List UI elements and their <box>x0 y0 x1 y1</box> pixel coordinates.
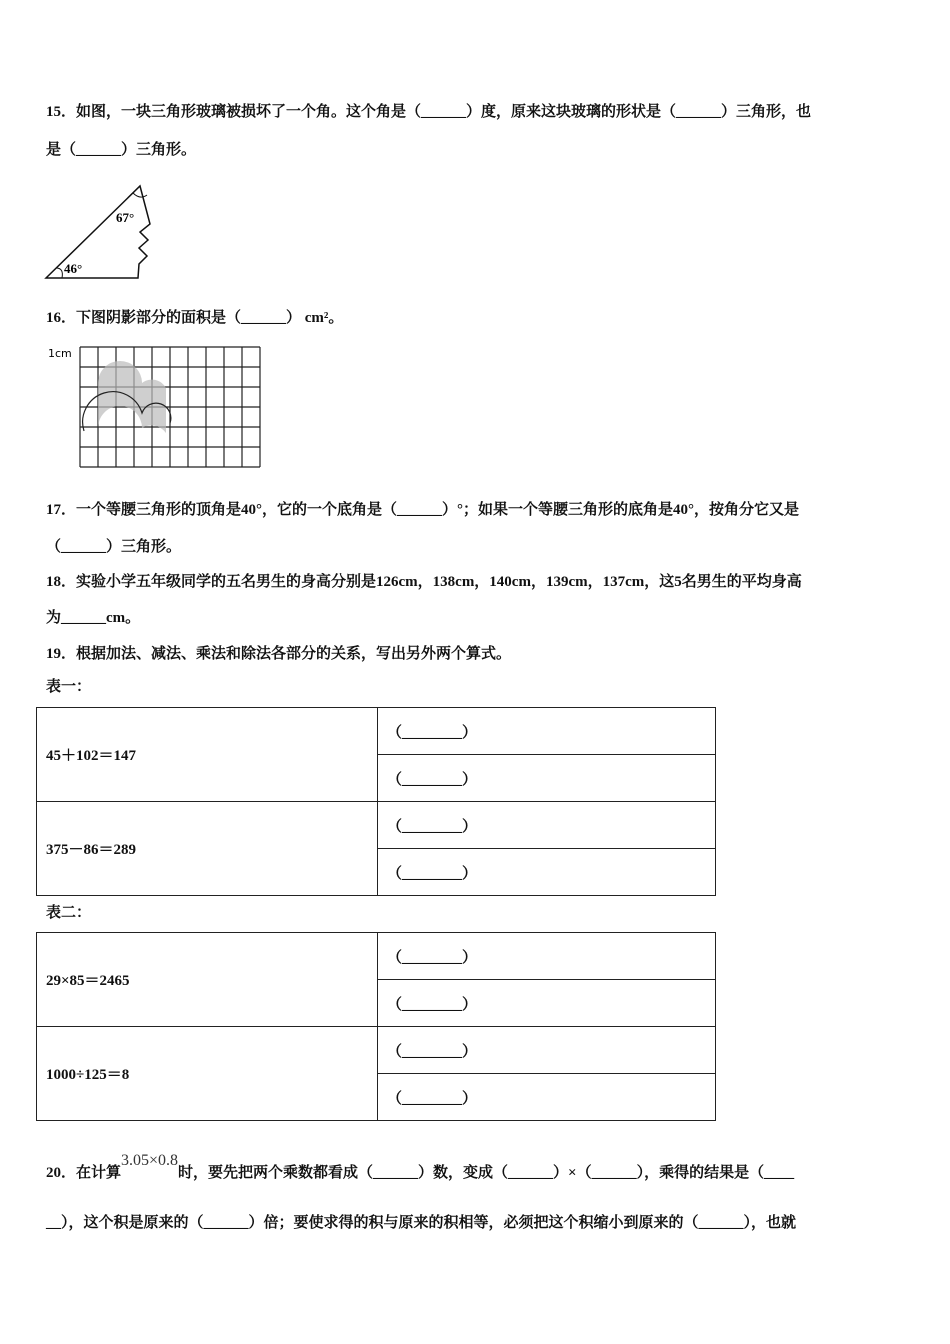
q20-line1 <box>46 1152 795 1183</box>
table1-label: 表一： <box>46 679 92 695</box>
answer-blank[interactable]: （________） <box>378 1074 716 1121</box>
q18-line2: 为______cm。 <box>46 610 141 626</box>
table1-eq-2: 375－86＝289 <box>37 802 378 896</box>
grid-shaded-figure <box>46 343 268 471</box>
answer-blank[interactable]: （________） <box>378 980 716 1027</box>
grid-scale-label: 1cm <box>48 347 72 360</box>
table2-eq-2: 1000÷125＝8 <box>37 1027 378 1121</box>
table2-eq-1: 29×85＝2465 <box>37 933 378 1027</box>
broken-triangle-figure <box>44 184 164 280</box>
q20-line2: __），这个积是原来的（______）倍；要使求得的积与原来的积相等，必须把这个积缩小到原来的（______），也就 <box>46 1215 797 1231</box>
q15-line1: 15．如图，一块三角形玻璃被损坏了一个角。这个角是（______）度，原来这块玻璃的形状是（______）三角形，也 <box>46 104 812 120</box>
q20-line1-rest: 时，要先把两个乘数都看成（______）数，变成（______）×（______），乘得的结果是（____ <box>178 1165 795 1181</box>
q17-line1: 17．一个等腰三角形的顶角是40°，它的一个底角是（______）°；如果一个等腰三角形的底角是40°，按角分它又是 <box>46 502 800 518</box>
answer-blank[interactable]: （________） <box>378 849 716 896</box>
q20-prefix: 20．在计算 <box>46 1165 122 1181</box>
angle-top-label: 67° <box>116 210 135 225</box>
q17-line2: （______）三角形。 <box>46 539 182 555</box>
q19-line1: 19．根据加法、减法、乘法和除法各部分的关系，写出另外两个算式。 <box>46 646 512 662</box>
answer-blank[interactable]: （________） <box>378 802 716 849</box>
table1 <box>36 707 716 896</box>
answer-blank[interactable]: （________） <box>378 755 716 802</box>
angle-bottom-label: 46° <box>64 261 83 276</box>
table2 <box>36 932 716 1121</box>
answer-blank[interactable]: （________） <box>378 933 716 980</box>
q18-line1: 18．实验小学五年级同学的五名男生的身高分别是126cm，138cm，140cm，139cm，137cm，这5名男生的平均身高 <box>46 574 802 590</box>
q15-line2: 是（______）三角形。 <box>46 142 197 158</box>
q20-expression: 3.05×0.8 <box>121 1152 179 1169</box>
q16-line1: 16．下图阴影部分的面积是（______） cm²。 <box>46 310 344 326</box>
answer-blank[interactable]: （________） <box>378 708 716 755</box>
table1-eq-1: 45＋102＝147 <box>37 708 378 802</box>
table2-label: 表二： <box>46 905 92 921</box>
answer-blank[interactable]: （________） <box>378 1027 716 1074</box>
